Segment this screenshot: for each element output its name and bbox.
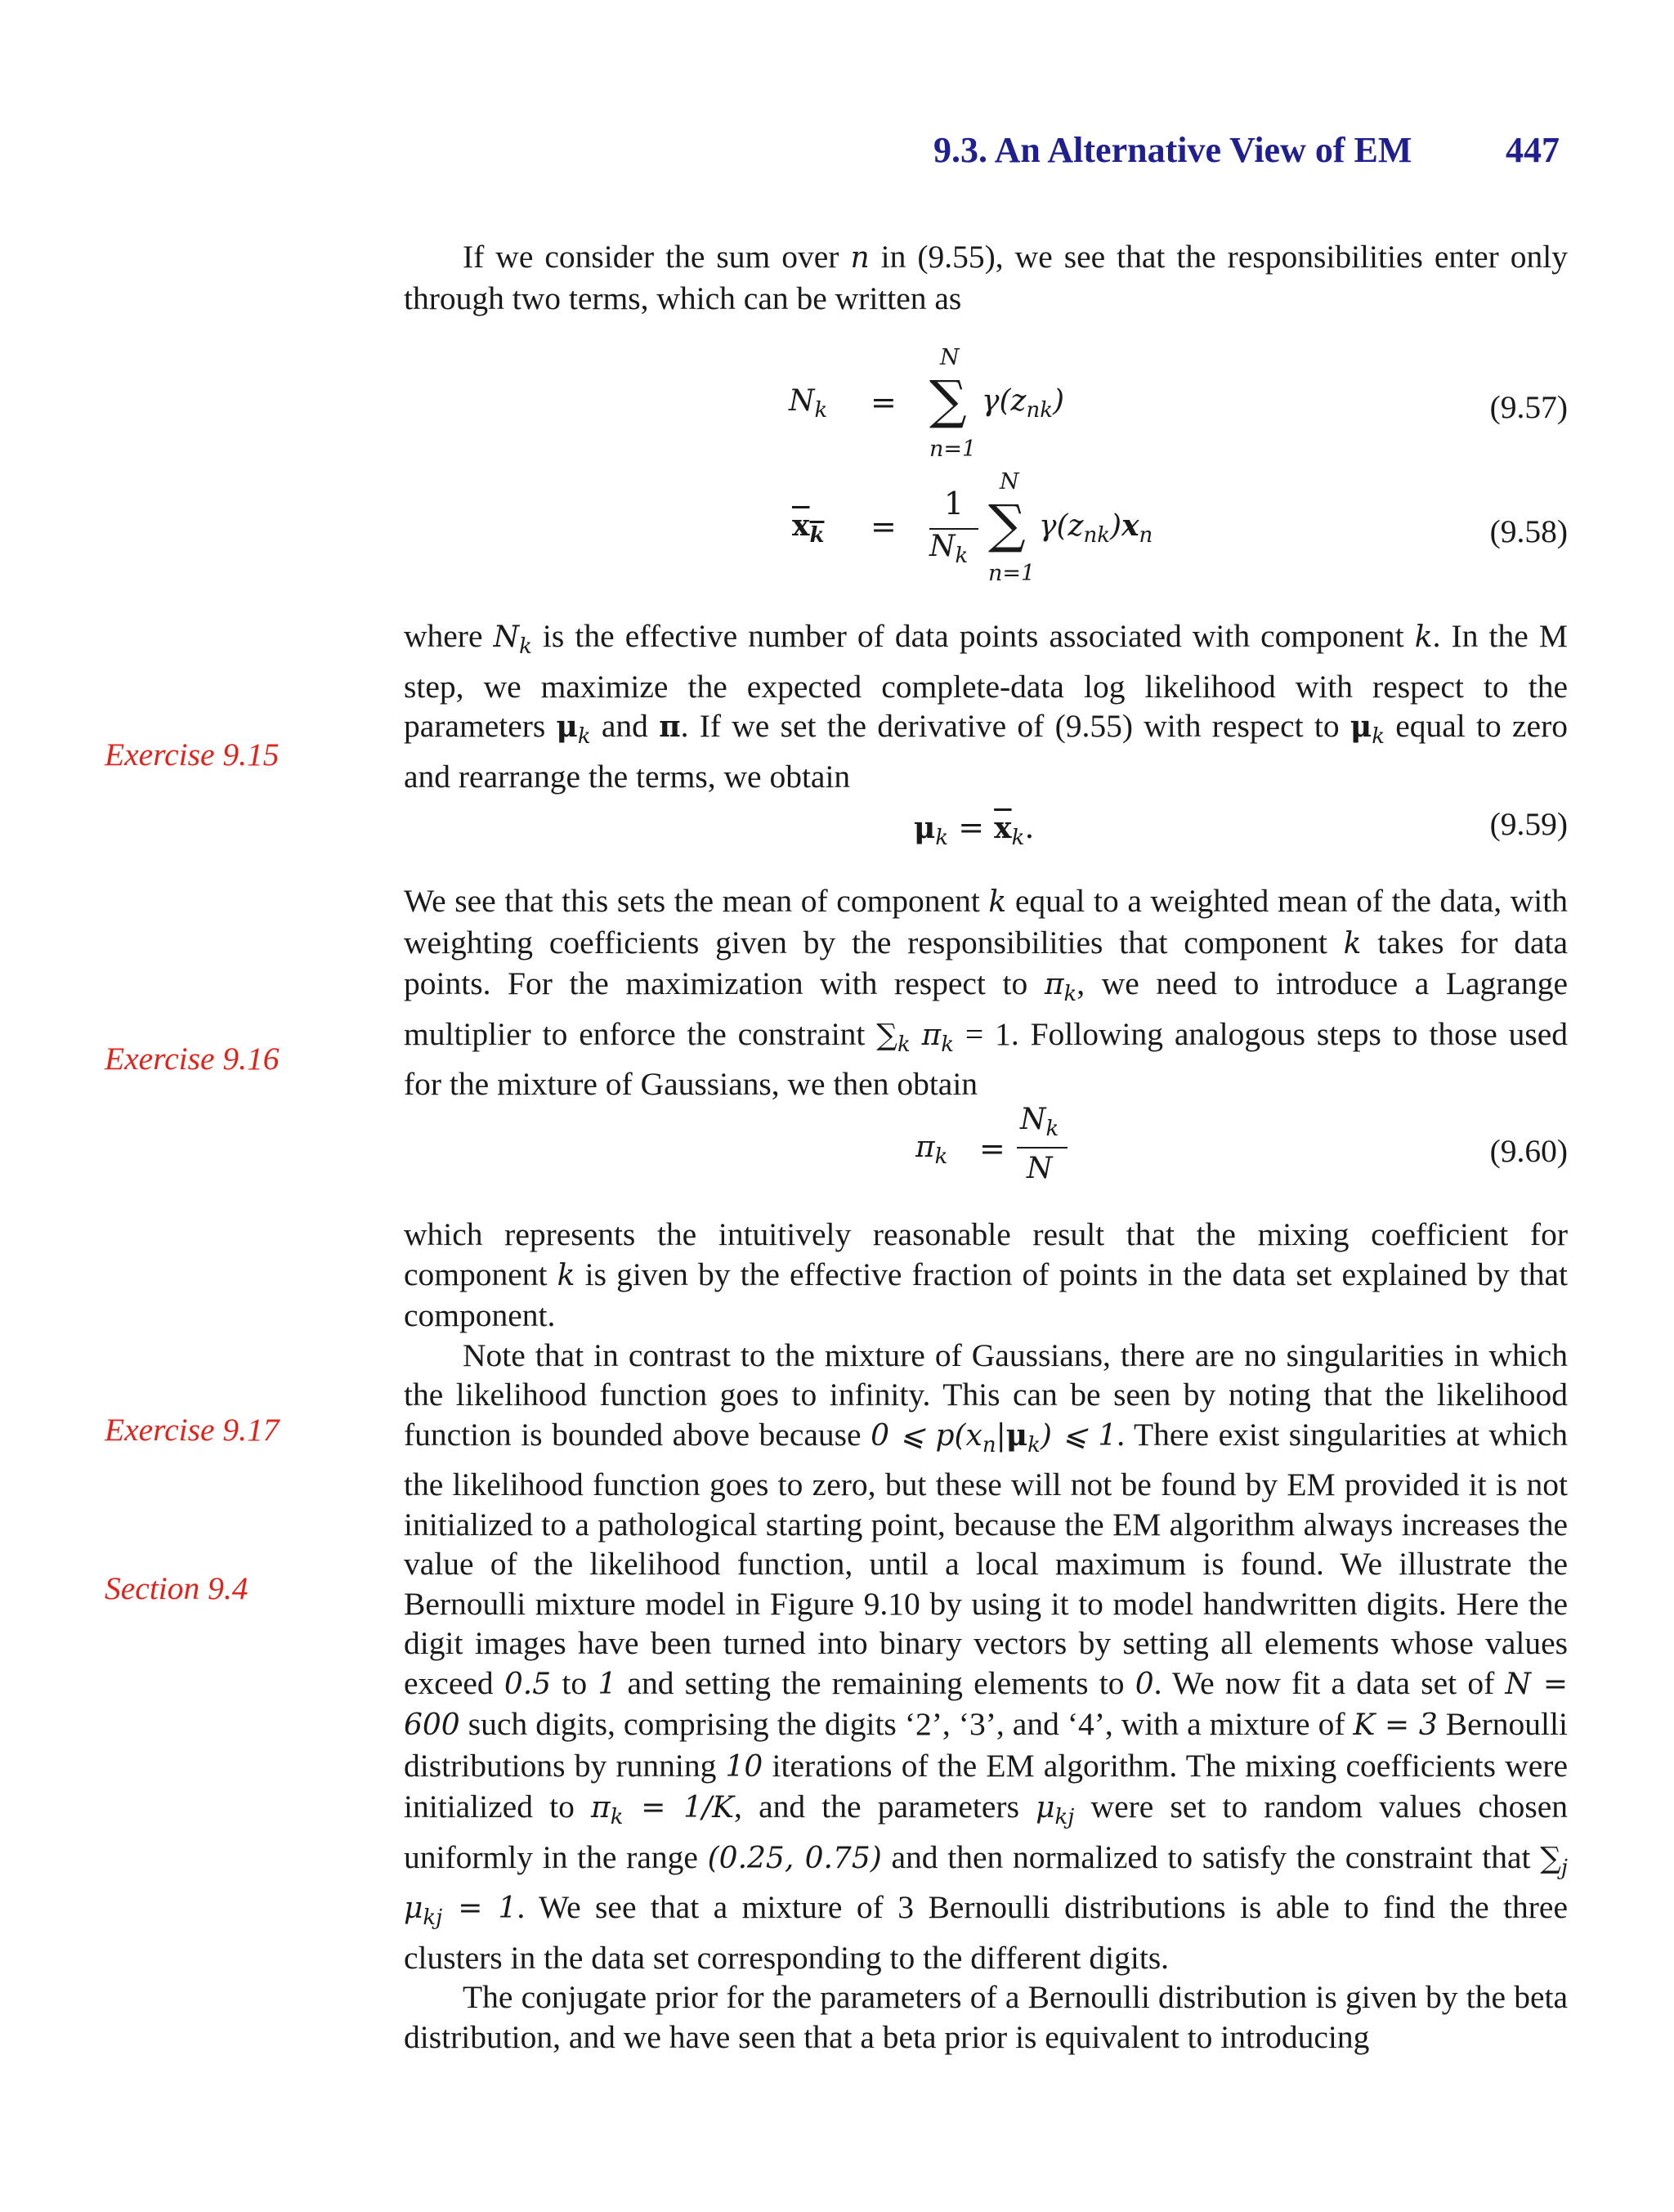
equation-number-9-58: (9.58) bbox=[1489, 513, 1568, 549]
paragraph-6: The conjugate prior for the parameters of a Bernoulli distribution is given by the beta distribution, and we have seen that a beta prior is equivalent to introducing bbox=[404, 1979, 1568, 2055]
paragraph-4: which represents the intuitively reasonable result that the mixing coefficient for component k is given by the effective fraction of points in the data set explained by that component. Note that in contrast to the mixture of Gaussians, there are no singularities in which the likelihood function goes to infinity. This can be seen by noting that the likelihood function is bounded above because 0 ⩽ $p(x_n|\mu_k)$ ⩽ 1. There exist singularities at which the likelihood function goes to zero, but these will not be found by EM provided it is not initialized to a pathological starting point, because the EM algorithm always increases the value of the likelihood function, until a local maximum is found. We illustrate the Bernoulli mixture model in Figure 9.10 by using it to model handwritten digits. Here the digit images have been turned into binary vectors by setting all elements whose values exceed 0.5 to 1 and setting the remaining elements to 0. We now fit a data set of N = 600 such digits, comprising the digits ‘2’, ‘3’, and ‘4’, with a mixture of K = 3 Bernoulli distributions by running 10 iterations of the EM algorithm. The mixing coefficients were initialized to $\pi_k = 1/K$, and the parameters $\mu_{kj}$ were set to random values chosen uniformly in the range (0.25, 0.75) and then normalized to satisfy the constraint that $\sum_j$ $\mu_{kj} = 1$. We see that a mixture of 3 Bernoulli distributions is able to find the three clusters in the data set corresponding to the different digits. The conjugate prior for the parameters of a Bernoulli distribution is given by the beta distribution, and we have seen that a beta prior is equivalent to introducing bbox=[404, 1215, 1568, 2057]
equation-9-59: $\mu_k = \overline{x}_k$. bbox=[914, 809, 1035, 850]
running-header-title: 9.3. An Alternative View of EM bbox=[933, 130, 1412, 170]
equation-number-9-59: (9.59) bbox=[1489, 806, 1568, 842]
page-number: 447 bbox=[1506, 130, 1560, 170]
margin-note-exercise-9-17: Exercise 9.17 bbox=[105, 1412, 280, 1448]
paragraph-3: We see that this sets the mean of component k equal to a weighted mean of the data, with weighting coefficients given by the responsibilities that component k takes for data points. For the maximization with respect to $\pi_k$, we need to introduce a Lagrange multiplier to enforce the constraint $\sum_k$ $\pi_k = 1$. Following analogous steps to those used for the mixture of Gaussians, we then obtain bbox=[404, 883, 1568, 1102]
equation-number-9-60: (9.60) bbox=[1489, 1133, 1568, 1169]
margin-note-section-9-4: Section 9.4 bbox=[105, 1570, 248, 1606]
equation-number-9-57: (9.57) bbox=[1489, 389, 1568, 425]
paragraph-2: where $N_k$ is the effective number of data points associated with component k. In the M step, we maximize the expected complete-data log likelihood with respect to the parameters $\mu_k$ and π. If we set the derivative of (9.55) with respect to $\mu_k$ equal to zero and rearrange the terms, we obtain bbox=[404, 618, 1568, 795]
margin-note-exercise-9-15: Exercise 9.15 bbox=[105, 737, 280, 772]
paragraph-1: If we consider the sum over n in (9.55), we see that the responsibilities enter only through two terms, which can be written as bbox=[404, 239, 1569, 316]
margin-note-exercise-9-16: Exercise 9.16 bbox=[105, 1041, 280, 1077]
